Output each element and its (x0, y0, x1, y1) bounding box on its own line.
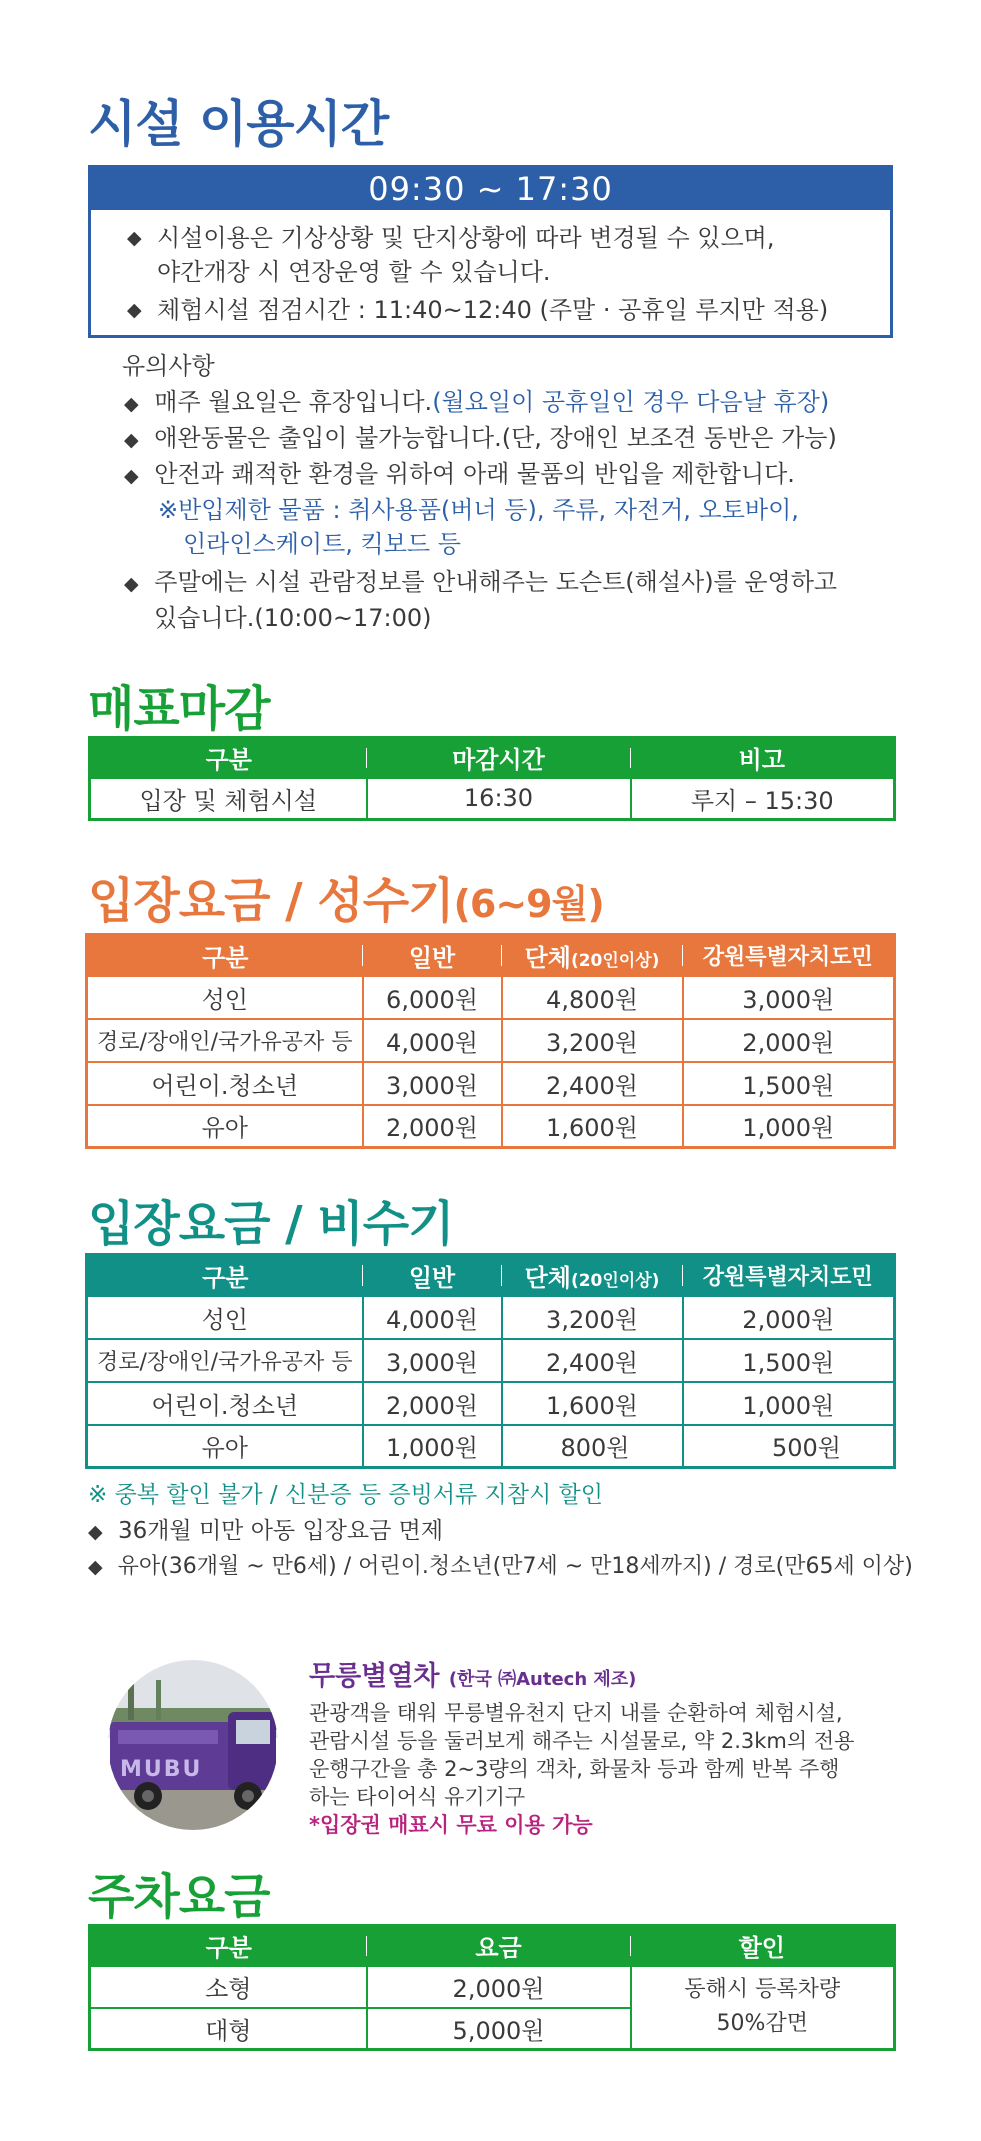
hours-bullet-2: ◆ 체험시설 점검시간 : 11:40~12:40 (주말 · 공휴일 루지만 적용) (127, 292, 828, 328)
parking-discount: 동해시 등록차량 50%감면 (631, 1966, 895, 2050)
table-row: 어린이.청소년 3,000원 2,400원 1,500원 (87, 1062, 895, 1105)
table-row: 유아 1,000원 800원 500원 (87, 1425, 895, 1468)
notes-item-4: ◆ 주말에는 시설 관람정보를 안내해주는 도슨트(해설사)를 운영하고 (124, 568, 838, 596)
table-row: 성인 4,000원 3,200원 2,000원 (87, 1296, 895, 1339)
notes-item-2: ◆ 애완동물은 출입이 불가능합니다.(단, 장애인 보조견 동반은 가능) (124, 424, 837, 452)
hours-bullet-1: ◆ 시설이용은 기상상황 및 단지상황에 따라 변경될 수 있으며, (127, 220, 774, 256)
notes-item-3-restricted-cont: 인라인스케이트, 킥보드 등 (183, 530, 461, 558)
train-info (309, 1654, 929, 1839)
hours-box (88, 165, 893, 338)
offpeak-title: 입장요금 / 비수기 (88, 1196, 454, 1252)
train-title: 무릉별열차 (한국 ㈜Autech 제조) (309, 1661, 637, 1692)
table-header-row: 구분 마감시간 비고 (90, 738, 895, 778)
table-row: 입장 및 체험시설 16:30 루지 – 15:30 (90, 778, 895, 820)
discount-item-1: ◆ 36개월 미만 아동 입장요금 면제 (88, 1518, 444, 1544)
train-photo (108, 1660, 278, 1830)
ticket-close-title: 매표마감 (88, 681, 270, 737)
parking-title: 주차요금 (88, 1869, 270, 1925)
table-row: 경로/장애인/국가유공자 등 4,000원 3,200원 2,000원 (87, 1019, 895, 1062)
diamond-icon: ◆ (88, 1521, 103, 1543)
hours-bullet-1-cont: 야간개장 시 연장운영 할 수 있습니다. (157, 258, 551, 286)
peak-title: 입장요금 / 성수기(6~9월) (88, 873, 604, 929)
diamond-icon: ◆ (127, 299, 142, 321)
diamond-icon: ◆ (127, 227, 142, 249)
table-header-row: 구분 일반 단체(20인이상) 강원특별자치도민 (87, 935, 895, 976)
notes-item-4-cont: 있습니다.(10:00~17:00) (154, 604, 432, 632)
hours-title: 시설 이용시간 (88, 95, 389, 153)
train-free-note: *입장권 매표시 무료 이용 가능 (309, 1813, 593, 1837)
notes-item-1: ◆ 매주 월요일은 휴장입니다.(월요일이 공휴일인 경우 다음날 휴장) (124, 388, 830, 416)
train-image-icon (108, 1660, 278, 1830)
diamond-icon: ◆ (124, 573, 139, 595)
table-row: 대형 5,000원 (90, 2008, 895, 2050)
diamond-icon: ◆ (88, 1556, 103, 1578)
table-header-row: 구분 일반 단체(20인이상) 강원특별자치도민 (87, 1255, 895, 1296)
diamond-icon: ◆ (124, 393, 139, 415)
table-row: 소형 2,000원 동해시 등록차량 50%감면 (90, 1966, 895, 2008)
table-row: 경로/장애인/국가유공자 등 3,000원 2,400원 1,500원 (87, 1339, 895, 1382)
diamond-icon: ◆ (124, 465, 139, 487)
notes-item-3: ◆ 안전과 쾌적한 환경을 위하여 아래 물품의 반입을 제한합니다. (124, 460, 795, 488)
table-row: 유아 2,000원 1,600원 1,000원 (87, 1105, 895, 1148)
train-description: 관광객을 태워 무릉별유천지 단지 내를 순환하여 체험시설, 관람시설 등을 둘러보게 해주는 시설물로, 약 2.3km의 전용 운행구간을 총 2~3량의 객차, 화물차 등과 함께 반복 주행 하는 타이어식 유기기구 (309, 1701, 855, 1809)
table-header-row: 구분 요금 할인 (90, 1926, 895, 1966)
diamond-icon: ◆ (124, 429, 139, 451)
ticket-close-table (88, 736, 896, 821)
parking-table (88, 1924, 896, 2051)
svg-text:MUBU: MUBU (120, 1757, 203, 1782)
discount-item-2: ◆ 유아(36개월 ~ 만6세) / 어린이.청소년(만7세 ~ 만18세까지) / 경로(만65세 이상) (88, 1554, 913, 1579)
table-row: 어린이.청소년 2,000원 1,600원 1,000원 (87, 1382, 895, 1425)
table-row: 성인 6,000원 4,800원 3,000원 (87, 976, 895, 1019)
discount-note: ※ 중복 할인 불가 / 신분증 등 증빙서류 지참시 할인 (88, 1482, 603, 1508)
offpeak-price-table (85, 1253, 896, 1469)
hours-time: 09:30 ~ 17:30 (91, 168, 890, 210)
notes-heading: 유의사항 (122, 352, 215, 380)
notes-item-3-restricted: ※반입제한 물품 : 취사용품(버너 등), 주류, 자전거, 오토바이, (158, 496, 799, 524)
peak-price-table (85, 933, 896, 1149)
